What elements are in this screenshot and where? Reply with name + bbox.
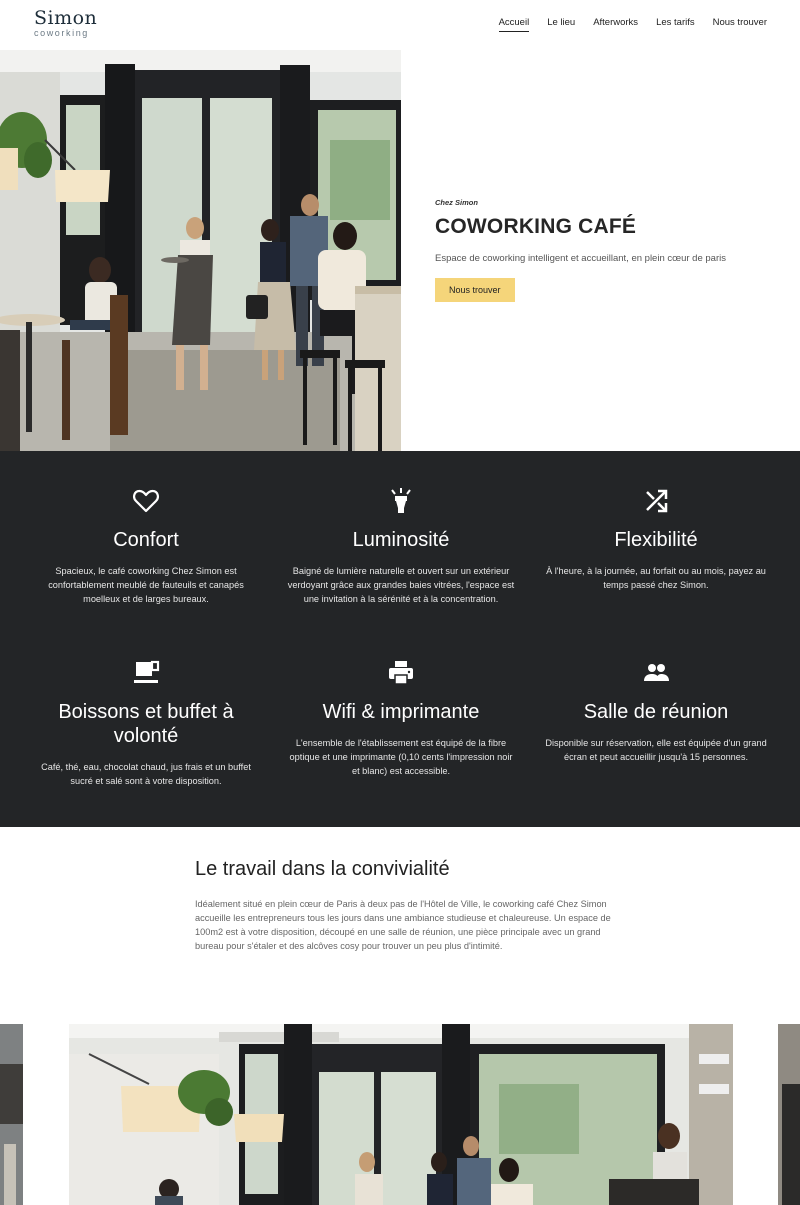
- photo-gallery: [0, 1024, 800, 1205]
- nav-item-afterworks[interactable]: Afterworks: [593, 17, 639, 28]
- hero-kicker: Chez Simon: [435, 198, 478, 207]
- feature-description: Spacieux, le café coworking Chez Simon est confortablement meublé de fauteuils et canapés moelleux et de larges bureaux.: [48, 566, 244, 604]
- feature-description: Baigné de lumière naturelle et ouvert sur un extérieur verdoyant grâce aux grandes baies vitrées, l'espace est une invitation à la sérénité et à la concentration.: [287, 566, 515, 604]
- heart-icon: [131, 486, 161, 516]
- gallery-next-photo[interactable]: [778, 1024, 800, 1205]
- hero-section: [0, 50, 800, 451]
- hero-text-block: [435, 198, 775, 302]
- feature-title: Boissons et buffet à volonté: [58, 701, 234, 747]
- feature-title: Confort: [113, 529, 179, 551]
- coffee-cup-icon: [131, 658, 161, 688]
- site-header: [0, 0, 800, 50]
- feature-description: Café, thé, eau, chocolat chaud, jus frais et un buffet sucré et salé sont à votre disposition.: [41, 762, 251, 786]
- feature-boissons: [31, 658, 261, 788]
- nav-item-accueil[interactable]: Accueil: [499, 17, 530, 32]
- hero-cafe-photo: [0, 50, 401, 451]
- nav-item-les-tarifs[interactable]: Les tarifs: [656, 17, 695, 28]
- hero-description: Espace de coworking intelligent et accueillant, en plein cœur de paris: [435, 253, 726, 264]
- features-section: [0, 451, 800, 827]
- feature-flexibilite: [541, 486, 771, 592]
- main-nav: [499, 17, 767, 32]
- shuffle-icon: [641, 486, 671, 516]
- gallery-cafe-photo[interactable]: [69, 1024, 733, 1205]
- feature-salle-reunion: [541, 658, 771, 764]
- lightbulb-icon: [386, 486, 416, 516]
- feature-confort: [31, 486, 261, 606]
- logo-wordmark: Simon: [34, 7, 98, 29]
- logo[interactable]: [34, 8, 104, 38]
- feature-description: À l'heure, à la journée, au forfait ou au mois, payez au temps passé chez Simon.: [546, 566, 766, 590]
- hero-title: COWORKING CAFÉ: [435, 215, 637, 238]
- feature-title: Luminosité: [352, 529, 450, 551]
- nous-trouver-button[interactable]: Nous trouver: [435, 278, 515, 302]
- printer-icon: [386, 658, 416, 688]
- feature-wifi-imprimante: [286, 658, 516, 778]
- nav-item-nous-trouver[interactable]: Nous trouver: [712, 17, 767, 28]
- feature-luminosite: [286, 486, 516, 606]
- feature-title: Salle de réunion: [583, 701, 729, 723]
- feature-title: Wifi & imprimante: [322, 701, 480, 723]
- intro-section: [195, 858, 615, 953]
- section-body: Idéalement situé en plein cœur de Paris à deux pas de l'Hôtel de Ville, le coworking café Chez Simon accueille les entrepreneurs tous les jours dans une ambiance studieuse et chaleureuse. Un espace de 100m2 est à votre disposition, découpé en une salle de réunion, une pièce principale avec un grand bureau pour s'étaler et des alcôves cosy pour trouver un peu plus d'intimité.: [195, 899, 611, 951]
- feature-description: L'ensemble de l'établissement est équipé de la fibre optique et une imprimante (0,10 cents l'impression noir et blanc) est accessible.: [289, 738, 513, 776]
- nav-item-le-lieu[interactable]: Le lieu: [547, 17, 576, 28]
- feature-description: Disponible sur réservation, elle est équipée d'un grand écran et peut accueillir jusqu'à 15 personnes.: [545, 738, 767, 762]
- gallery-previous-photo[interactable]: [0, 1024, 23, 1205]
- feature-title: Flexibilité: [614, 529, 698, 551]
- people-icon: [641, 658, 671, 688]
- section-title: Le travail dans la convivialité: [195, 858, 450, 880]
- logo-tagline: coworking: [34, 28, 89, 38]
